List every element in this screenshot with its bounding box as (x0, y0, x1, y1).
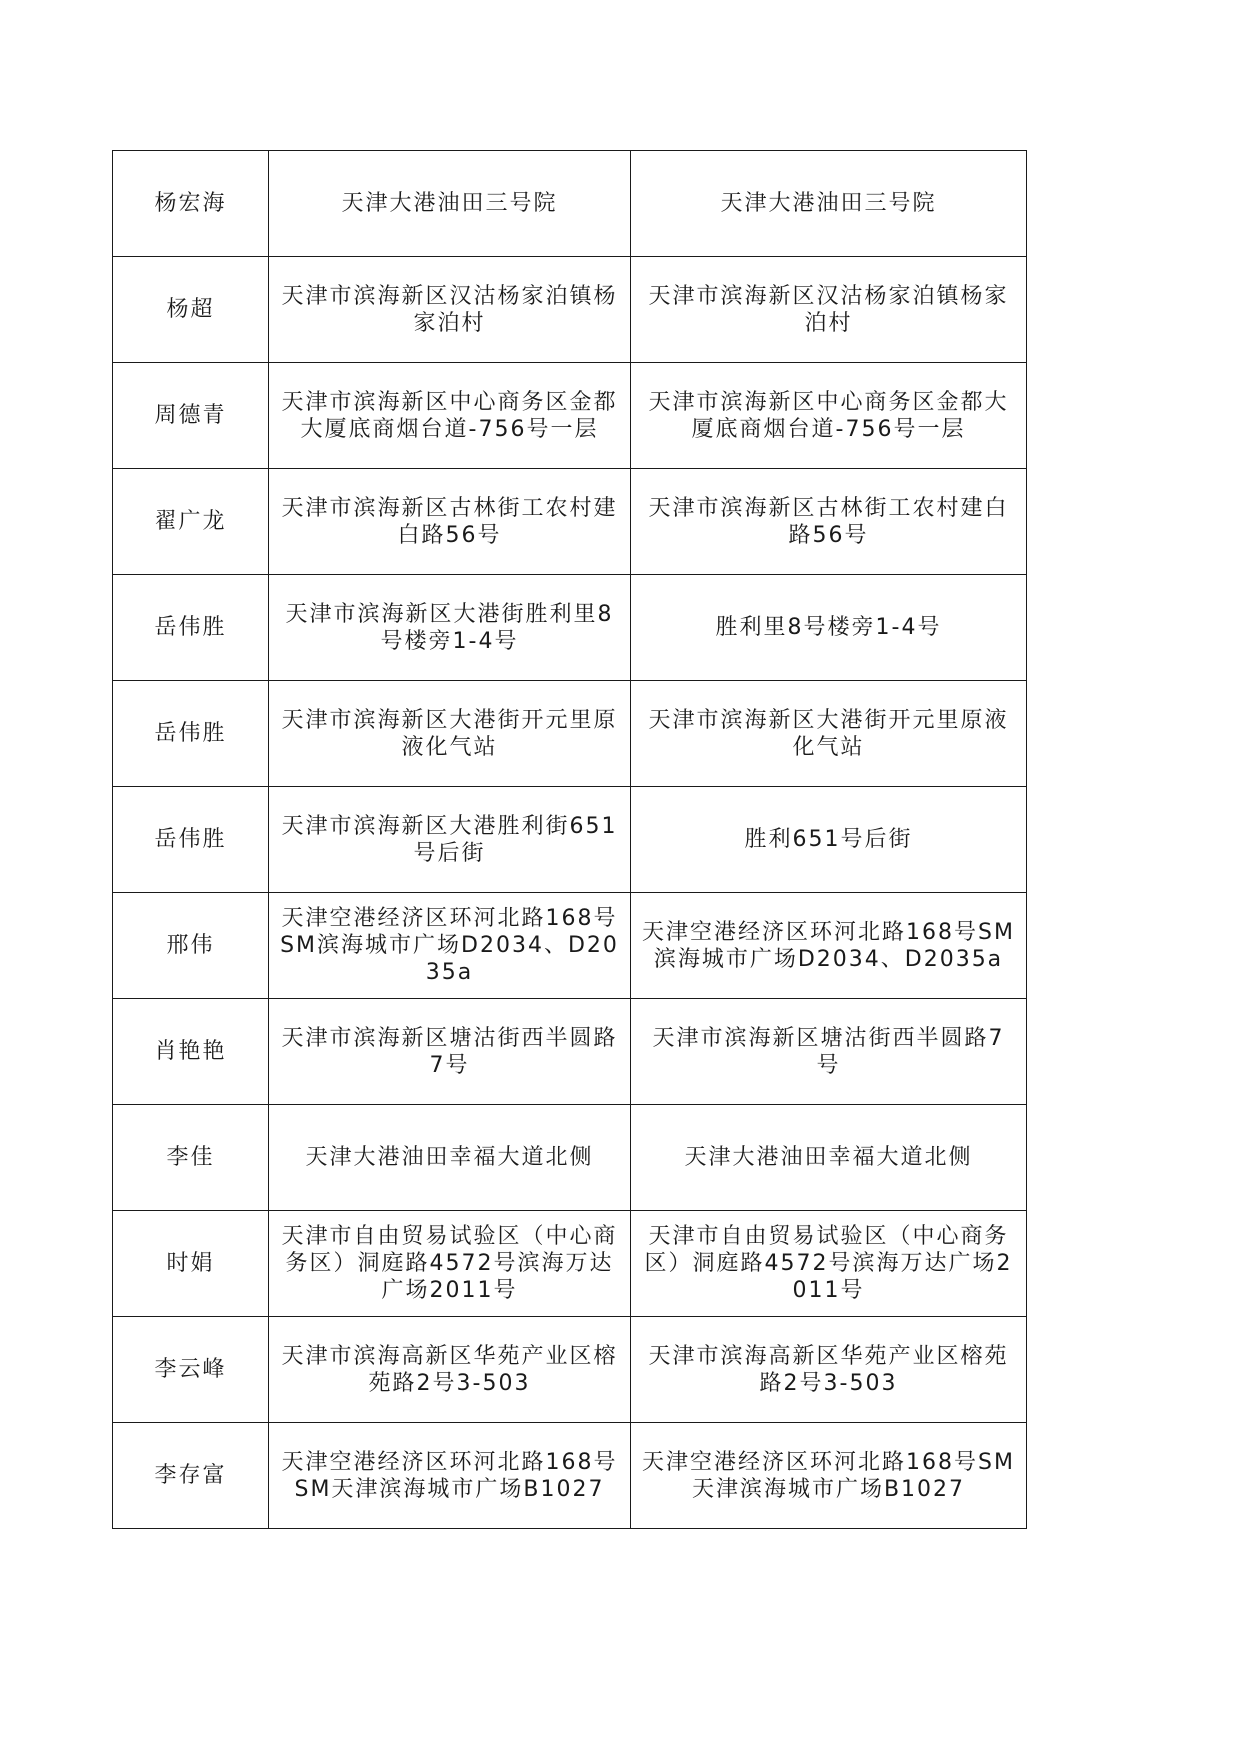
address-2-cell: 天津市自由贸易试验区（中心商务区）洞庭路4572号滨海万达广场2011号 (631, 1211, 1027, 1317)
address-2-cell: 天津市滨海新区中心商务区金都大厦底商烟台道-756号一层 (631, 363, 1027, 469)
name-cell: 翟广龙 (113, 469, 269, 575)
name-cell: 周德青 (113, 363, 269, 469)
address-1-cell: 天津大港油田幸福大道北侧 (269, 1105, 631, 1211)
address-1-cell: 天津市自由贸易试验区（中心商务区）洞庭路4572号滨海万达广场2011号 (269, 1211, 631, 1317)
address-2-cell: 胜利里8号楼旁1-4号 (631, 575, 1027, 681)
address-1-cell: 天津市滨海新区古林街工农村建白路56号 (269, 469, 631, 575)
name-cell: 李佳 (113, 1105, 269, 1211)
name-cell: 李存富 (113, 1423, 269, 1529)
address-1-cell: 天津市滨海新区大港胜利街651号后街 (269, 787, 631, 893)
name-cell: 岳伟胜 (113, 575, 269, 681)
address-1-cell: 天津市滨海新区大港街胜利里8号楼旁1-4号 (269, 575, 631, 681)
table-row (113, 151, 1027, 257)
table-row (113, 257, 1027, 363)
address-1-cell: 天津市滨海高新区华苑产业区榕苑路2号3-503 (269, 1317, 631, 1423)
table-row (113, 363, 1027, 469)
table-row (113, 575, 1027, 681)
name-cell: 李云峰 (113, 1317, 269, 1423)
address-1-cell: 天津市滨海新区汉沽杨家泊镇杨家泊村 (269, 257, 631, 363)
address-2-cell: 天津市滨海新区大港街开元里原液化气站 (631, 681, 1027, 787)
address-2-cell: 天津大港油田幸福大道北侧 (631, 1105, 1027, 1211)
address-1-cell: 天津大港油田三号院 (269, 151, 631, 257)
address-2-cell: 天津空港经济区环河北路168号SM滨海城市广场D2034、D2035a (631, 893, 1027, 999)
address-1-cell: 天津市滨海新区中心商务区金都大厦底商烟台道-756号一层 (269, 363, 631, 469)
address-2-cell: 天津市滨海高新区华苑产业区榕苑路2号3-503 (631, 1317, 1027, 1423)
table-row (113, 469, 1027, 575)
table-row (113, 681, 1027, 787)
address-2-cell: 天津市滨海新区汉沽杨家泊镇杨家泊村 (631, 257, 1027, 363)
table-row (113, 893, 1027, 999)
table-row (113, 1423, 1027, 1529)
address-2-cell: 天津大港油田三号院 (631, 151, 1027, 257)
address-table (112, 150, 1027, 1529)
address-2-cell: 天津市滨海新区塘沽街西半圆路7号 (631, 999, 1027, 1105)
table-row (113, 1317, 1027, 1423)
name-cell: 杨宏海 (113, 151, 269, 257)
name-cell: 时娟 (113, 1211, 269, 1317)
table-row (113, 1211, 1027, 1317)
address-2-cell: 天津市滨海新区古林街工农村建白路56号 (631, 469, 1027, 575)
address-1-cell: 天津市滨海新区大港街开元里原液化气站 (269, 681, 631, 787)
table-row (113, 787, 1027, 893)
name-cell: 岳伟胜 (113, 681, 269, 787)
name-cell: 杨超 (113, 257, 269, 363)
address-1-cell: 天津空港经济区环河北路168号SM滨海城市广场D2034、D2035a (269, 893, 631, 999)
address-2-cell: 天津空港经济区环河北路168号SM天津滨海城市广场B1027 (631, 1423, 1027, 1529)
address-2-cell: 胜利651号后街 (631, 787, 1027, 893)
name-cell: 肖艳艳 (113, 999, 269, 1105)
name-cell: 邢伟 (113, 893, 269, 999)
address-1-cell: 天津空港经济区环河北路168号SM天津滨海城市广场B1027 (269, 1423, 631, 1529)
table-row (113, 1105, 1027, 1211)
address-1-cell: 天津市滨海新区塘沽街西半圆路7号 (269, 999, 631, 1105)
table-row (113, 999, 1027, 1105)
name-cell: 岳伟胜 (113, 787, 269, 893)
